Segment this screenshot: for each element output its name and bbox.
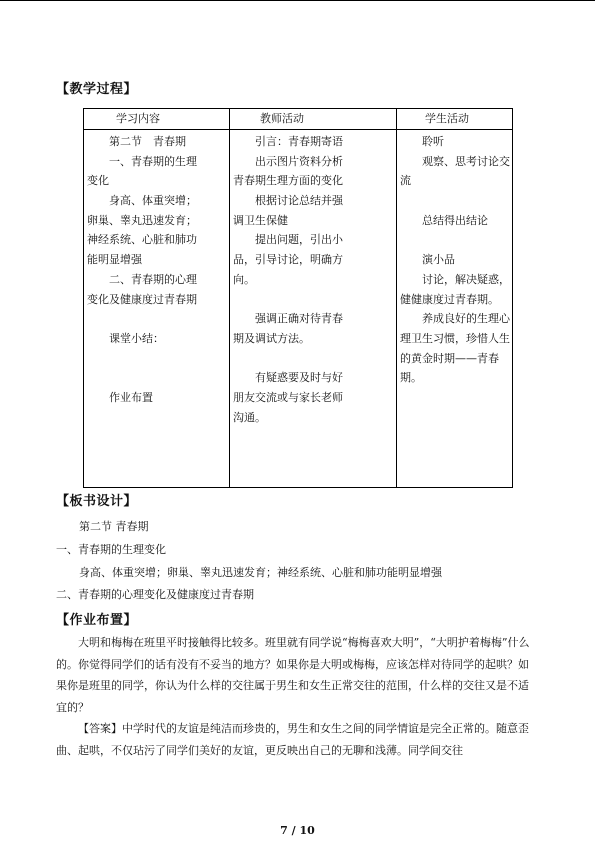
- table-cell-line: 一、青春期的生理: [87, 154, 197, 168]
- table-cell-line: 健健康度过青春期。: [400, 292, 499, 306]
- table-cell-line: [400, 230, 510, 250]
- table-cell-line: 聆听: [400, 135, 444, 148]
- board-point-1-detail: 身高、体重突增；卵巢、睾丸迅速发育；神经系统、心脏和肺功能明显增强: [79, 566, 442, 579]
- table-header-teacher-activity: 教师活动: [260, 112, 304, 125]
- table-header-divider: [83, 129, 513, 130]
- page-number: 7 / 10: [280, 824, 315, 837]
- homework-answer: 【答案】中学时代的友谊是纯洁而珍贵的，男生和女生之间的同学情谊是完全正常的。随意歪曲、起哄，不仅玷污了同学们美好的友谊，更反映出自己的无聊和浅薄。同学间交往: [56, 722, 529, 757]
- table-cell-line: [87, 368, 197, 388]
- table-cell-line: 能明显增强: [87, 253, 142, 267]
- header-rule: [0, 0, 595, 1]
- table-cell-line: 演小品: [400, 253, 455, 267]
- table-cell-line: 神经系统、心脏和肺功: [87, 233, 197, 247]
- table-cell-line: 理卫生习惯，珍惜人生: [400, 331, 510, 345]
- table-header-learning-content: 学习内容: [116, 112, 160, 125]
- table-cell-line: [400, 408, 510, 428]
- table-cell-line: 总结得出结论: [400, 213, 488, 227]
- table-cell-line: [233, 349, 343, 369]
- table-cell-line: [400, 388, 510, 408]
- table-cell-line: [87, 309, 197, 329]
- table-header-student-activity: 学生活动: [425, 112, 469, 125]
- table-cell-line: 养成良好的生理心: [400, 312, 510, 326]
- table-border-right: [512, 108, 513, 488]
- table-cell-line: 流: [400, 174, 411, 188]
- table-cell-line: 朋友交流或与家长老师: [233, 390, 343, 404]
- board-point-1: 一、青春期的生理变化: [56, 543, 166, 556]
- table-border-left: [83, 108, 84, 488]
- table-cell-line: 期。: [400, 371, 422, 385]
- table-cell-line: [400, 191, 510, 211]
- table-cell-line: 提出问题，引出小: [233, 233, 343, 247]
- table-cell-line: 变化: [87, 174, 109, 188]
- table-cell-line: [87, 349, 197, 369]
- table-cell-line: 有疑惑要及时与好: [233, 371, 343, 385]
- table-cell-line: 观察、思考讨论交: [400, 154, 510, 168]
- table-cell-line: 强调正确对待青春: [233, 312, 343, 326]
- lesson-table: [83, 108, 513, 488]
- section-heading-teaching-process: 【教学过程】: [56, 82, 138, 97]
- table-cell-line: [233, 290, 343, 310]
- table-cell-line: 向。: [233, 272, 255, 286]
- table-cell-line: 讨论，解决疑惑，: [400, 272, 510, 286]
- table-cell-line: 品，引导讨论，明确方: [233, 253, 343, 267]
- table-cell-line: [87, 408, 197, 428]
- table-cell-line: 根据讨论总结并强: [233, 194, 343, 208]
- table-cell-line: 青春期生理方面的变化: [233, 174, 343, 188]
- table-border-top: [83, 108, 513, 109]
- table-cell-line: 二、青春期的心理: [87, 272, 197, 286]
- table-cell-line: 变化及健康度过青春期: [87, 292, 197, 306]
- table-cell-line: 作业布置: [87, 390, 153, 404]
- section-heading-board-design: 【板书设计】: [56, 494, 138, 509]
- table-cell-line: 期及调试方法。: [233, 331, 310, 345]
- board-point-2: 二、青春期的心理变化及健康度过青春期: [56, 588, 254, 601]
- table-cell-line: 引言：青春期寄语: [233, 135, 343, 148]
- table-col-learning-content: [87, 132, 197, 427]
- table-col-divider-2: [396, 108, 397, 488]
- homework-question: 大明和梅梅在班里平时接触得比较多。班里就有同学说“梅梅喜欢大明”，“大明护着梅梅”什么的。你觉得同学们的话有没有不妥当的地方？如果你是大明或梅梅，应该怎样对待同学的起哄？如果你是班里的同学，你认为什么样的交往属于男生和女生正常交往的范围，什么样的交往又是不适宜的？: [56, 636, 530, 714]
- table-col-student-activity: [400, 132, 510, 427]
- section-heading-homework: 【作业布置】: [56, 613, 138, 628]
- table-cell-line: 调卫生保健: [233, 213, 288, 227]
- table-col-teacher-activity: [233, 132, 343, 427]
- table-cell-line: 身高、体重突增；: [87, 194, 197, 208]
- table-cell-line: 的黄金时期——青春: [400, 351, 499, 365]
- table-cell-line: 卵巢、睾丸迅速发育；: [87, 213, 197, 227]
- table-col-divider-1: [229, 108, 230, 488]
- table-border-bottom: [83, 487, 513, 488]
- table-cell-line: 沟通。: [233, 410, 266, 424]
- board-title: 第二节 青春期: [79, 520, 149, 533]
- table-cell-line: 第二节 青春期: [87, 135, 186, 148]
- table-cell-line: 出示图片资料分析: [233, 154, 343, 168]
- table-cell-line: 课堂小结：: [87, 331, 164, 345]
